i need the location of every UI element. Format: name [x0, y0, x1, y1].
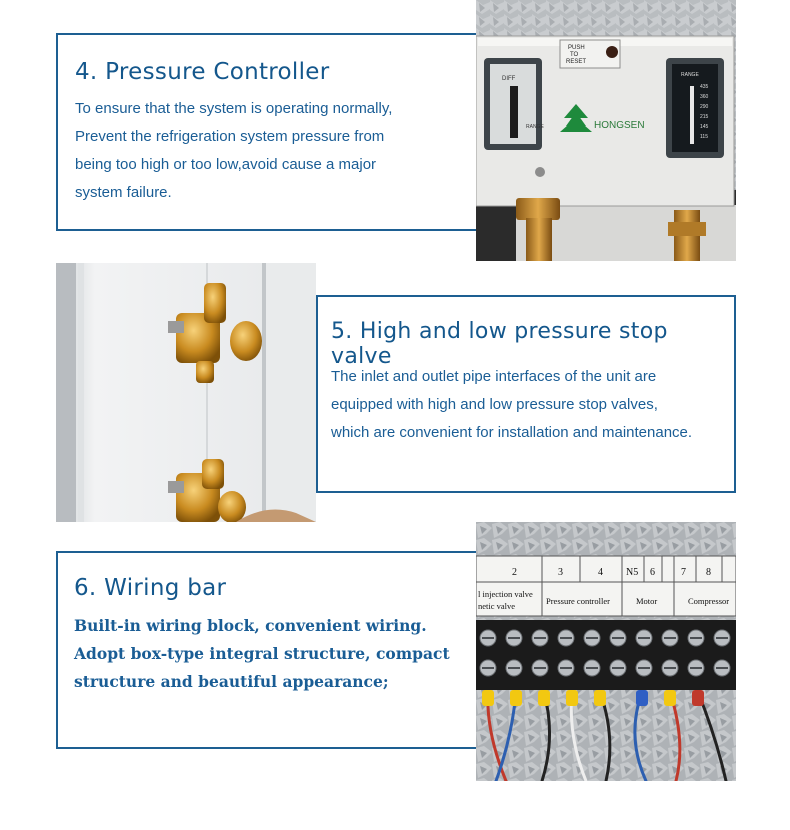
scale-value: 360: [700, 94, 709, 100]
reset-button-icon: [606, 46, 618, 58]
reset-label: RESET: [566, 59, 587, 65]
section-text-line: Built-in wiring block, convenient wiring.: [74, 616, 427, 635]
terminal-label: Pressure controller: [546, 596, 610, 606]
pressure-controller-photo: [476, 0, 736, 261]
section-text-line: structure and beautiful appearance;: [74, 672, 389, 691]
terminal-label: netic valve: [478, 601, 516, 611]
terminal-number: N5: [626, 567, 639, 578]
range-label: RANGE: [681, 72, 699, 78]
brand-label: HONGSEN: [594, 120, 645, 131]
section-text-line: To ensure that the system is operating normally,: [75, 100, 393, 117]
section-title: 4. Pressure Controller: [75, 59, 330, 85]
wiring-bar-photo: [476, 522, 736, 781]
terminal-label: Motor: [636, 596, 658, 606]
section-title: 6. Wiring bar: [74, 575, 227, 601]
range-small-label: RANGE: [526, 124, 544, 130]
terminal-number: 3: [558, 567, 563, 578]
scale-value: 215: [700, 114, 709, 120]
push-label: PUSH: [568, 45, 585, 51]
section-text-line: Adopt box-type integral structure, compact: [74, 644, 450, 663]
terminal-number: 8: [706, 567, 711, 578]
terminal-number: 2: [512, 567, 517, 578]
section-stop-valve: [316, 295, 736, 493]
scale-value: 435: [700, 84, 709, 90]
terminal-label: l injection valve: [478, 589, 533, 599]
terminal-number: 4: [598, 567, 603, 578]
section-text-line: being too high or too low,avoid cause a major: [75, 156, 377, 173]
section-wiring-bar: [56, 551, 486, 749]
stop-valve-photo: [56, 263, 316, 522]
terminal-label: Compressor: [688, 596, 730, 606]
section-title: 5. High and low pressure stop valve: [331, 319, 668, 369]
diff-label: DIFF: [502, 76, 516, 82]
section-text-line: system failure.: [75, 184, 172, 201]
terminal-number: 6: [650, 567, 655, 578]
scale-value: 145: [700, 124, 709, 130]
section-text-line: which are convenient for installation and maintenance.: [331, 424, 693, 441]
section-text-line: Prevent the refrigeration system pressure from: [75, 128, 385, 145]
terminal-number: 7: [681, 567, 686, 578]
section-pressure-controller: [56, 33, 486, 231]
section-text-line: equipped with high and low pressure stop valves,: [331, 396, 658, 413]
scale-value: 115: [700, 134, 708, 140]
section-text-line: The inlet and outlet pipe interfaces of the unit are: [331, 368, 657, 385]
to-label: TO: [570, 52, 579, 58]
scale-value: 290: [700, 104, 709, 110]
